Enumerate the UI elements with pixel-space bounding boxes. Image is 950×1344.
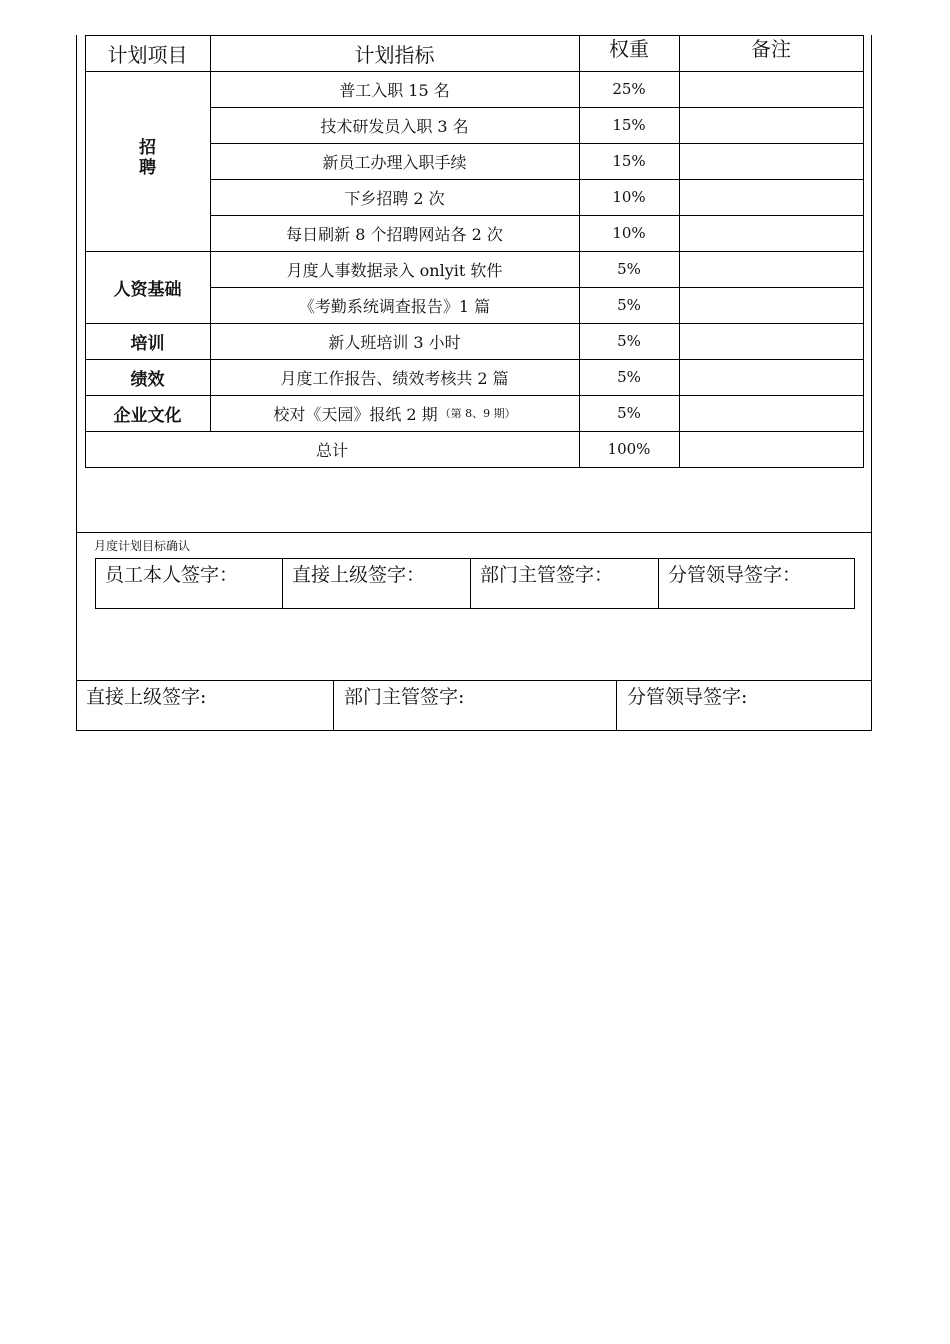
table-row-weight: 25% [612,80,646,98]
header-remark: 备注 [751,37,791,61]
table-row-indicator: 技术研发员入职 3 名 [320,116,469,136]
table-row-indicator: 下乡招聘 2 次 [344,188,445,208]
table-row-indicator [210,395,579,431]
category-hr-basics: 人资基础 [113,279,182,300]
table-row-indicator: 普工入职 15 名 [339,80,450,100]
table-row-indicator: 月度人事数据录入 onlyit 软件 [286,260,503,280]
table-row-weight: 5% [617,296,641,314]
signature-employee[interactable]: 员工本人签字： [105,564,239,586]
table-row-weight: 5% [617,404,641,422]
table-row-indicator: 新人班培训 3 小时 [328,332,461,352]
table-row-weight: 10% [612,188,646,206]
table-row-weight: 5% [617,368,641,386]
table-row-weight: 5% [617,332,641,350]
category-training: 培训 [130,333,165,354]
bottom-signature-department-head[interactable]: 部门主管签字: [344,686,465,708]
table-row-weight: 5% [617,260,641,278]
category-performance: 绩效 [130,369,165,390]
signature-department-head[interactable]: 部门主管签字： [480,564,614,586]
indicator-note: （第 8、9 期） [439,407,516,420]
table-row-weight: 15% [612,116,646,134]
table-row-indicator: 新员工办理入职手续 [322,152,467,172]
header-plan-item: 计划项目 [107,43,188,67]
signature-direct-supervisor[interactable]: 直接上级签字： [292,564,426,586]
category-culture: 企业文化 [113,405,182,426]
indicator-text: 校对《天园》报纸 2 期 [273,404,438,424]
category-recruit: 招 聘 [139,138,156,178]
table-row-indicator: 月度工作报告、绩效考核共 2 篇 [280,368,509,388]
bottom-signature-division-leader[interactable]: 分管领导签字: [627,686,748,708]
total-weight: 100% [607,440,651,458]
header-plan-indicator: 计划指标 [354,43,435,67]
table-row-indicator: 每日刷新 8 个招聘网站各 2 次 [286,224,503,244]
table-row-weight: 15% [612,152,646,170]
total-label: 总计 [315,440,348,460]
confirmation-title: 月度计划目标确认 [94,539,191,553]
table-row-indicator: 《考勤系统调查报告》1 篇 [298,296,491,316]
bottom-signature-direct-supervisor[interactable]: 直接上级签字: [86,686,207,708]
signature-division-leader[interactable]: 分管领导签字： [668,564,802,586]
table-row-weight: 10% [612,224,646,242]
header-weight: 权重 [609,37,649,61]
